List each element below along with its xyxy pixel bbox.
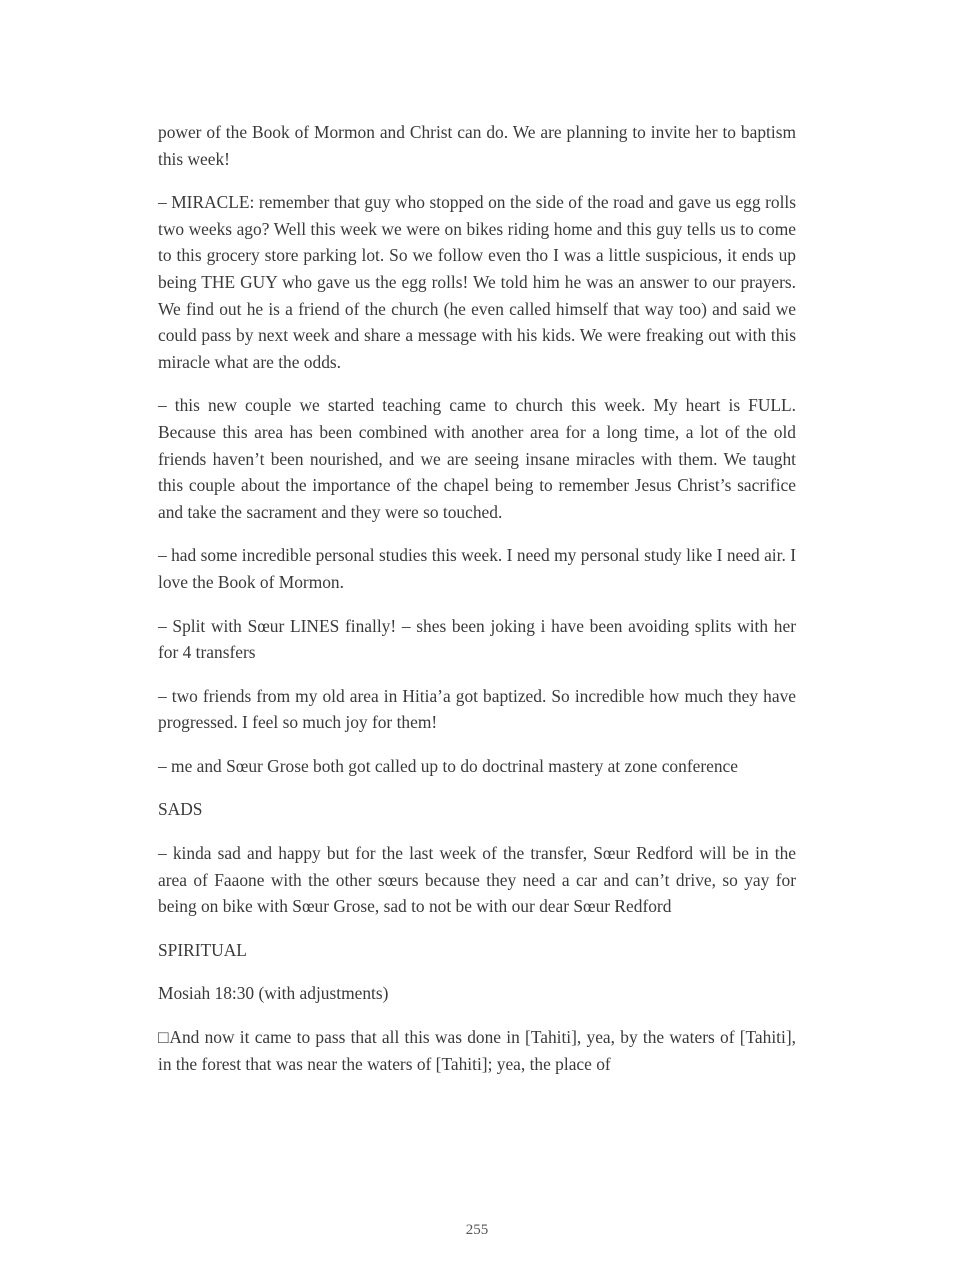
paragraph-baptized-friends: – two friends from my old area in Hitia’a got baptized. So incredible how much they have progressed. I feel so much joy for them!: [158, 685, 796, 733]
paragraph-sads: – kinda sad and happy but for the last week of the transfer, Sœur Redford will be in the area of Faaone with the other sœurs because they need a car and can’t drive, so yay for being on bike with Sœur Grose, sad to not be with our dear Sœur Redford: [158, 843, 796, 917]
scripture-reference: Mosiah 18:30 (with adjustments): [158, 983, 389, 1004]
paragraph-doctrinal-mastery: – me and Sœur Grose both got called up to do doctrinal mastery at zone conference: [158, 755, 738, 776]
paragraph-new-couple: – this new couple we started teaching came to church this week. My heart is FULL. Because this area has been combined with another area for a long time, a lot of the old friends haven’t been nourished, and we are seeing insane miracles with them. We taught this couple about the importance of the chapel being to remember Jesus Christ’s sacrifice and take the sacrament and they were so touched.: [158, 395, 796, 522]
scripture-quote: [158, 1024, 796, 1077]
heading-spiritual: SPIRITUAL: [158, 939, 247, 960]
page-number: 255: [465, 1222, 489, 1238]
missing-glyph-box: □: [158, 1027, 170, 1048]
paragraph-personal-studies: – had some incredible personal studies this week. I need my personal study like I need air. I love the Book of Mormon.: [158, 545, 796, 592]
heading-sads: SADS: [158, 799, 203, 820]
paragraph-split: – Split with Sœur LINES finally! – shes been joking i have been avoiding splits with her for 4 transfers: [158, 615, 796, 663]
scripture-quote-text: And now it came to pass that all this was done in [Tahiti], yea, by the waters of [Tahiti], in the forest that was near the waters of [Tahiti]; yea, the place of: [158, 1027, 796, 1074]
paragraph-intro-continued: power of the Book of Mormon and Christ can do. We are planning to invite her to baptism this week!: [158, 122, 796, 169]
paragraph-miracle: – MIRACLE: remember that guy who stopped on the side of the road and gave us egg rolls two weeks ago? Well this week we were on bikes riding home and this guy tells us to come to this grocery store parking lot. So we follow even tho I was a little suspicious, it ends up being THE GUY who gave us the egg rolls! We told him he was an answer to our prayers. We find out he is a friend of the church (he even called himself that way too) and said we could pass by next week and share a message with his kids. We were freaking out with this miracle what are the odds.: [158, 192, 796, 372]
page-body: [158, 119, 796, 1094]
